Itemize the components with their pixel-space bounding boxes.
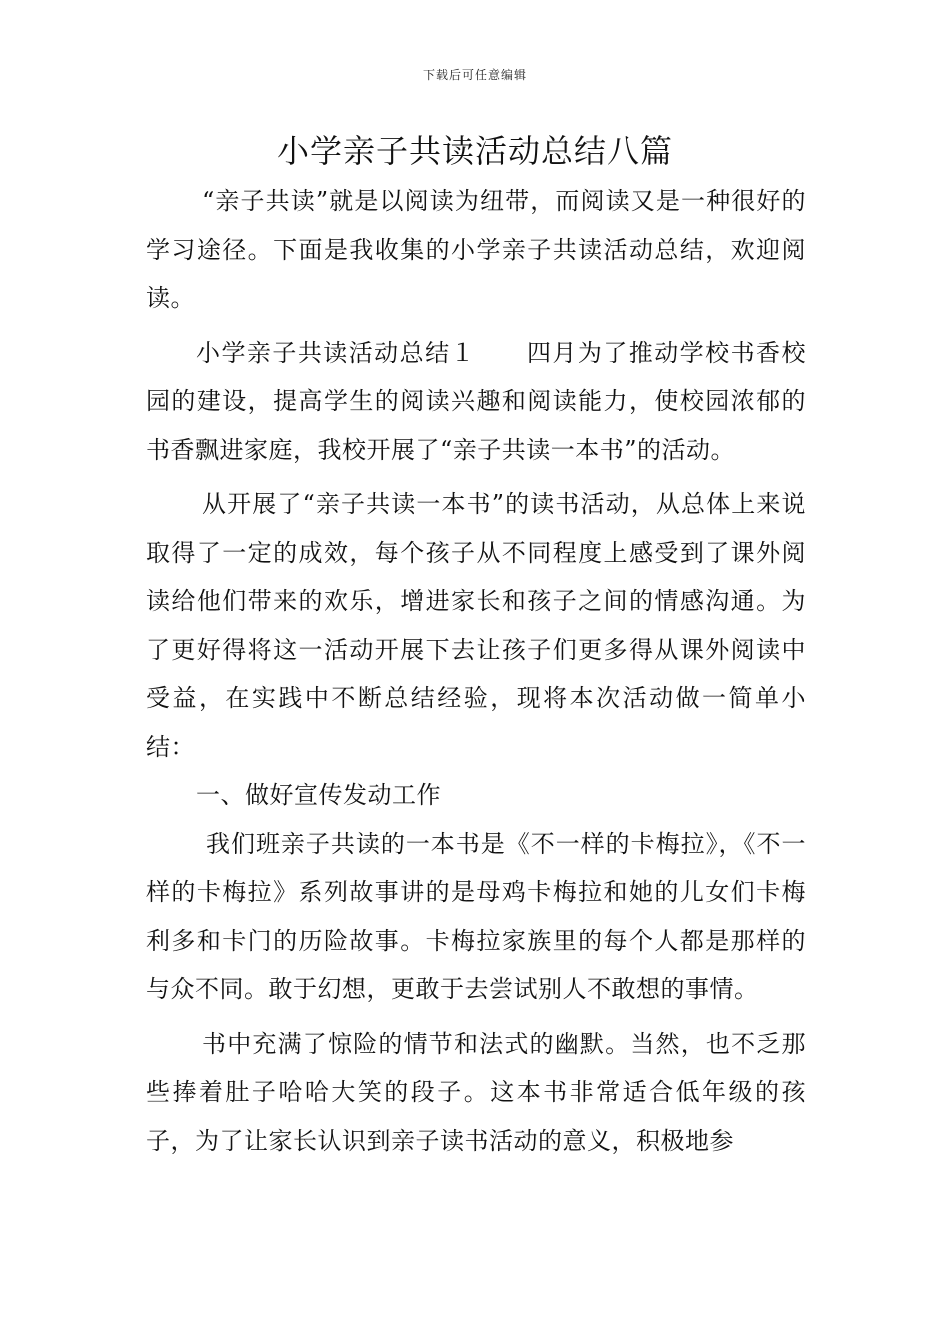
paragraph-4: 书中充满了惊险的情节和法式的幽默。当然，也不乏那些捧着肚子哈哈大笑的段子。这本书非常适合低年级的孩子，为了让家长认识到亲子读书活动的意义，积极地参	[146, 1029, 806, 1155]
document-title: 小学亲子共读活动总结八篇	[276, 132, 673, 170]
paragraph-2: 从开展了“亲子共读一本书”的读书活动，从总体上来说取得了一定的成效，每个孩子从不同程度上感受到了课外阅读给他们带来的欢乐，增进家长和孩子之间的情感沟通。为了更好得将这一活动开展下去让孩子们更多得从课外阅读中受益，在实践中不断总结经验，现将本次活动做一简单小结：	[146, 490, 806, 761]
section-1-paragraph	[146, 329, 806, 475]
subheading-1: 一、做好宣传发动工作	[196, 781, 441, 809]
paragraph-3: 我们班亲子共读的一本书是《不一样的卡梅拉》，《不一样的卡梅拉》系列故事讲的是母鸡卡梅拉和她的儿女们卡梅利多和卡门的历险故事。卡梅拉家族里的每个人都是那样的与众不同。敢于幻想，更敢于去尝试别人不敢想的事情。	[146, 829, 806, 1003]
header-note: 下载后可任意编辑	[422, 68, 527, 82]
section-1-heading: 小学亲子共读活动总结１	[196, 338, 476, 367]
section-1-text: 四月为了推动学校书香校园的建设，提高学生的阅读兴趣和阅读能力，使校园浓郁的书香飘进家庭，我校开展了“亲子共读一本书”的活动。	[146, 338, 806, 464]
intro-paragraph: “亲子共读”就是以阅读为纽带，而阅读又是一种很好的学习途径。下面是我收集的小学亲子共读活动总结，欢迎阅读。	[146, 187, 806, 312]
document-body	[146, 177, 806, 1165]
